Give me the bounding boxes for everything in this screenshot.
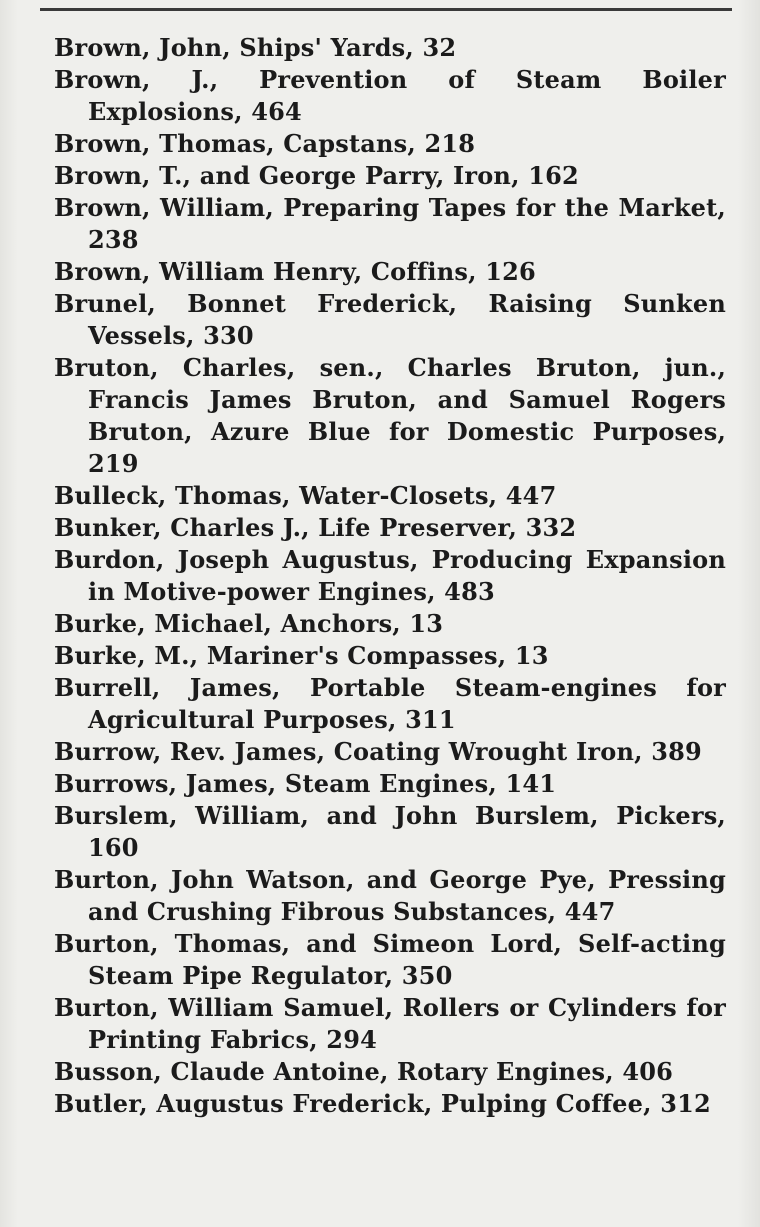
index-entry: Brown, John, Ships' Yards, 32 [54,33,457,62]
index-entry: Brunel, Bonnet Frederick, Raising Sunken Vessels, 330 [54,289,726,350]
index-entry: Burton, John Watson, and George Pye, Pressing and Crushing Fibrous Substances, 447 [54,865,726,926]
index-entry: Bulleck, Thomas, Water-Closets, 447 [54,481,557,510]
index-entry: Brown, T., and George Parry, Iron, 162 [54,161,579,190]
index-entry: Burrow, Rev. James, Coating Wrought Iron, 389 [54,737,702,766]
index-list [54,32,726,1120]
index-entry: Burton, Thomas, and Simeon Lord, Self-acting Steam Pipe Regulator, 350 [54,929,726,990]
index-entry: Burdon, Joseph Augustus, Producing Expansion in Motive-power Engines, 483 [54,545,726,606]
index-entry: Bruton, Charles, sen., Charles Bruton, jun., Francis James Bruton, and Samuel Rogers Bruton, Azure Blue for Domestic Purposes, 219 [54,353,726,478]
index-entry: Burke, Michael, Anchors, 13 [54,609,444,638]
index-entry: Brown, William Henry, Coffins, 126 [54,257,536,286]
index-entry: Brown, William, Preparing Tapes for the Market, 238 [54,193,726,254]
index-entry: Burke, M., Mariner's Compasses, 13 [54,641,549,670]
index-entry: Bunker, Charles J., Life Preserver, 332 [54,513,577,542]
top-rule [40,8,732,11]
index-entry: Busson, Claude Antoine, Rotary Engines, 406 [54,1057,674,1086]
index-entry: Brown, Thomas, Capstans, 218 [54,129,476,158]
index-entry: Butler, Augustus Frederick, Pulping Coffee, 312 [54,1089,711,1118]
index-entry: Burton, William Samuel, Rollers or Cylinders for Printing Fabrics, 294 [54,993,726,1054]
page-edge-left [0,0,18,1227]
index-entry: Burslem, William, and John Burslem, Pickers, 160 [54,801,726,862]
index-entry: Burrows, James, Steam Engines, 141 [54,769,557,798]
index-entry: Brown, J., Prevention of Steam Boiler Explosions, 464 [54,65,726,126]
page-edge-right [738,0,760,1227]
index-entry: Burrell, James, Portable Steam-engines for Agricultural Purposes, 311 [54,673,726,734]
